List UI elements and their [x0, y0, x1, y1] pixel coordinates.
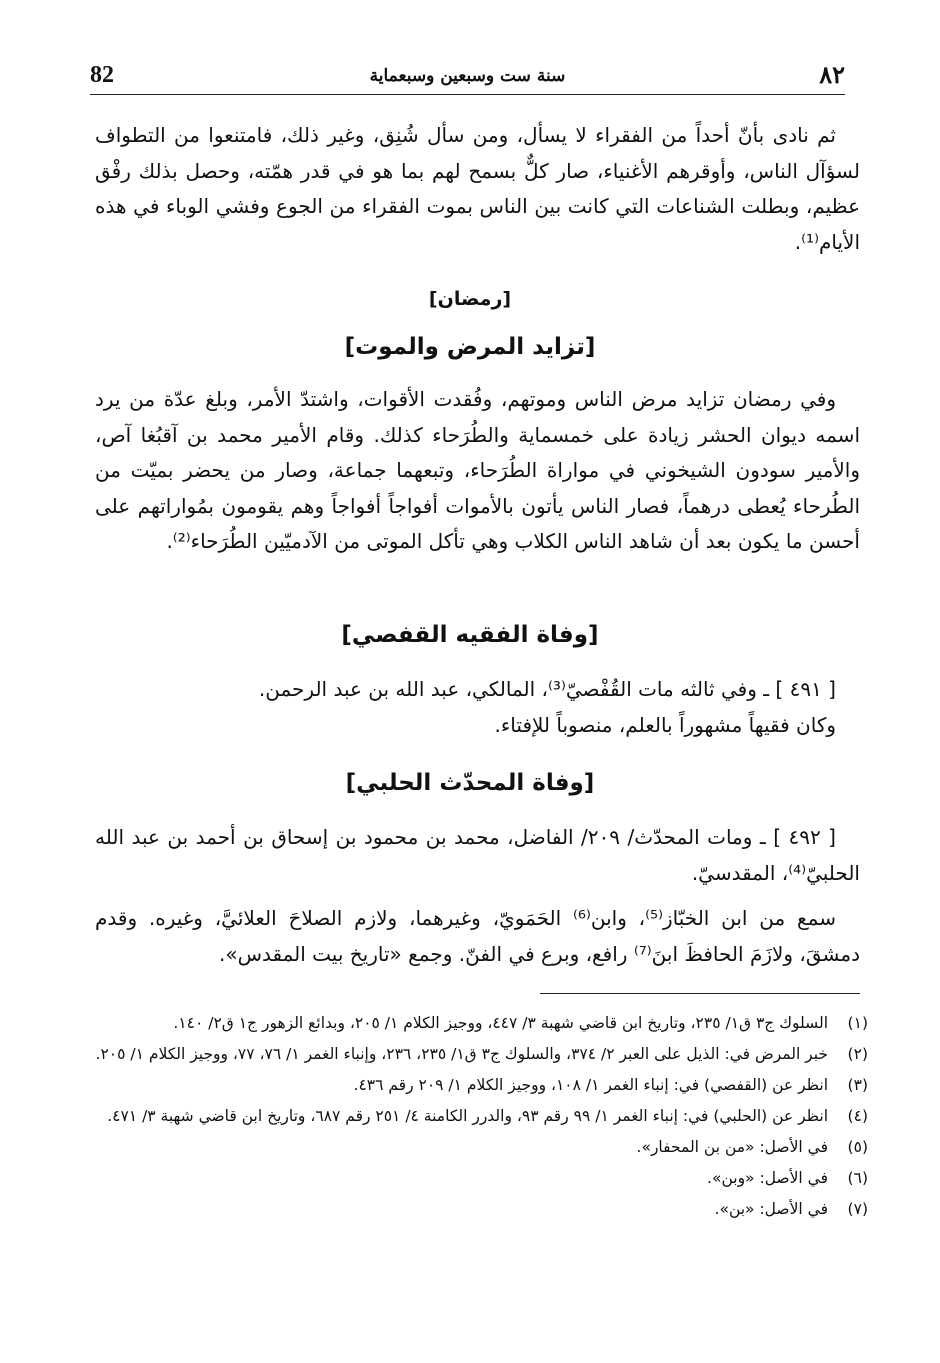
footnote-text: انظر عن (القفصي) في: إنباء الغمر ١/ ١٠٨، ووجيز الكلام ١/ ٢٠٩ رقم ٤٣٦. [353, 1076, 828, 1094]
footnote-7 [95, 1194, 868, 1225]
section-label-ramadan: [رمضان] [428, 288, 512, 310]
footnote-number: (١) [847, 1014, 868, 1032]
entry-491-continuation: وكان فقيهاً مشهوراً بالعلم، منصوباً للإفتاء. [494, 712, 836, 737]
entry-492: [ ٤٩٢ ] ـ ومات المحدّث/ ٢٠٩/ الفاضل، محمد بن محمود بن إسحاق بن أحمد بن عبد الله الحلبيّ⁽⁴⁾، المقدسيّ. [95, 825, 860, 885]
footnote-text: خبر المرض في: الذيل على العبر ٢/ ٣٧٤، والسلوك ج٣ ق١/ ٢٣٥، ٢٣٦، وإنباء الغمر ١/ ٧٦، ٧٧، ووجيز الكلام ١/ ٢٠٥. [95, 1045, 828, 1063]
footnote-number: (٦) [847, 1169, 868, 1187]
section-title-qafsi: [وفاة الفقيه القفصي] [341, 622, 599, 648]
footnote-text: انظر عن (الحلبي) في: إنباء الغمر ١/ ٩٩ رقم ٩٣، والدرر الكامنة ٤/ ٢٥١ رقم ٦٨٧، وتاريخ ابن قاضي شهبة ٣/ ٤٧١. [107, 1107, 828, 1125]
footnote-text: في الأصل: «من بن المحفار». [636, 1138, 828, 1156]
intro-paragraph-block [95, 118, 860, 260]
entry-491: [ ٤٩١ ] ـ وفي ثالثه مات القُفْصيّ⁽³⁾، المالكي، عبد الله بن عبد الرحمن. [258, 677, 836, 701]
running-title: سنة ست وسبعين وسبعماية [369, 66, 566, 86]
footnote-2 [95, 1039, 868, 1070]
page-number-latin: 82 [90, 62, 114, 88]
footnote-1 [95, 1008, 868, 1039]
footnote-number: (٤) [847, 1107, 868, 1125]
section-title-halabi: [وفاة المحدّث الحلبي] [345, 770, 595, 796]
qafsi-entry-block [95, 672, 860, 743]
ramadan-paragraph-block [95, 382, 860, 560]
footnote-3 [95, 1070, 868, 1101]
page-number-arabic: ٨٢ [819, 60, 845, 89]
footnote-text: السلوك ج٣ ق١/ ٢٣٥، وتاريخ ابن قاضي شهبة ٣/ ٤٤٧، ووجيز الكلام ١/ ٢٠٥، وبدائع الزهور ج١ ق٢/ ١٤٠. [173, 1014, 828, 1032]
footnote-5 [95, 1132, 868, 1163]
footnote-number: (٢) [847, 1045, 868, 1063]
footnote-number: (٧) [847, 1200, 868, 1218]
footnote-text: في الأصل: «بن». [714, 1200, 828, 1218]
footnote-text: في الأصل: «وبن». [707, 1169, 828, 1187]
section-title-disease: [تزايد المرض والموت] [344, 334, 596, 360]
ramadan-paragraph: وفي رمضان تزايد مرض الناس وموتهم، وفُقدت الأقوات، واشتدّ الأمر، وبلغ عدّة من يرد اسمه ديوان الحشر زيادة على خمسماية والطُرَحاء كذلك. وقام الأمير محمد بن آقبُغا آص، والأمير سودون الشيخوني في مواراة الطُرَحاء، وتبعهما جماعة، وصار من يحضر بميّت من الطُرحاء يُعطى درهماً، فصار الناس يأتون بالأموات أفواجاً أفواجاً وهم يقومون بمُواراتهم على أحسن ما يكون بعد أن شاهد الناس الكلاب وهي تأكل الموتى من الآدميّين الطُرَحاء⁽²⁾. [95, 387, 860, 553]
entry-492-teachers: سمع من ابن الخبّاز⁽⁵⁾، وابن⁽⁶⁾ الحَمَويّ، وغيرهما، ولازم الصلاحَ العلائيَّ، وغيره. وقدم دمشقَ، ولازَمَ الحافظَ ابنَ⁽⁷⁾ رافع، وبرع في الفنّ. وجمع «تاريخ بيت المقدس». [95, 906, 860, 966]
footnotes [95, 1008, 868, 1225]
footnote-separator [540, 993, 860, 994]
intro-paragraph: ثم نادى بأنّ أحداً من الفقراء لا يسأل، ومن سأل شُنِق، وغير ذلك، فامتنعوا من التطواف لسؤآل الناس، وأوقرهم الأغنياء، صار كلٌّ بسمح لهم بما هو في قدر همّته، وحصل بذلك رفْق عظيم، وبطلت الشناعات التي كانت بين الناس بموت الفقراء من الجوع وفشي الوباء في هذه الأيام⁽¹⁾. [95, 123, 860, 254]
footnote-number: (٣) [847, 1076, 868, 1094]
halabi-entry-block [95, 820, 860, 972]
footnote-number: (٥) [847, 1138, 868, 1156]
footnote-6 [95, 1163, 868, 1194]
running-header [90, 58, 845, 95]
footnote-4 [95, 1101, 868, 1132]
